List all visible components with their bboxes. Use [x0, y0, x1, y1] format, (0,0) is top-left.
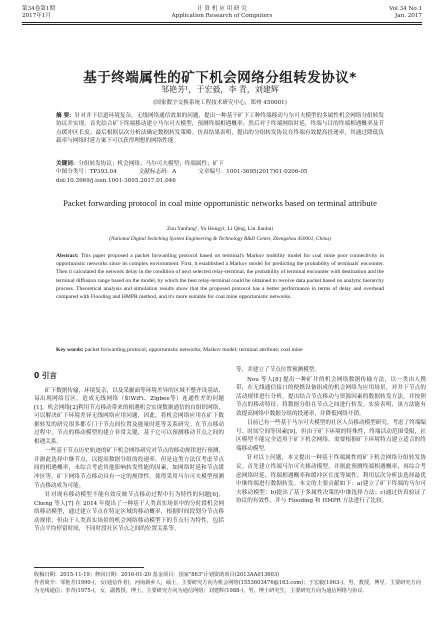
- body-paragraph: 等，并建立了节点位置预测模型。: [236, 367, 320, 373]
- abstract-en-label: Abstract:: [56, 253, 79, 259]
- keywords-cn-text: 分组转发协议；机会网络；马尔可夫模型；终端属性；矿下: [78, 161, 224, 167]
- doi: doi:10.3969/j.issn.1001-3695.2017.01.046: [56, 178, 176, 184]
- abstract-english: [56, 252, 384, 301]
- header-volume-en: Vol.34 No.1 Jan. 2017: [389, 6, 422, 19]
- authors-english: Zou Yanfang¹, Yu Hongyi, Li Qing, Liu Jianhui: [166, 226, 274, 232]
- body-paragraph: 针对现有移动模型不能有效反映节点移动过程中行为特性的问题[6]，Cheng 等人[7] 在 2014 年提出了一种基于人类真实场景中的分时段机会网络移动模型，通过建立节点在特定区域的移动概率，根据时间段划分节点移动规律，但由于人类真实场景的机会网络移动模型下的节点行为特性，包括节点平均停留时间，不同时段社区节点之间的位置关系等。: [34, 492, 224, 533]
- section-heading-intro: 0 引言: [34, 371, 57, 380]
- keywords-en-label: Key words:: [56, 347, 84, 353]
- affiliation-english: (National Digital Switching System Engineering & Technology R&D Center, Zhengzhou 450001, China): [109, 236, 331, 242]
- keywords-cn-label: 关键词：: [56, 161, 79, 167]
- classification-row: [56, 169, 384, 176]
- document-code: 文献标志码：A: [138, 169, 177, 175]
- keywords-english: [56, 346, 384, 354]
- affiliation-chinese: (国家数字交换系统工程技术研究中心，郑州 450001): [153, 100, 287, 106]
- body-paragraph: 矿下数据传输，环境复杂，以及采掘面等环境差异的区域不整齐设基站，易出现网络盲区，造成无线网络（如WiFi、Zigbee等）连通性差的问题[1]。机会网络[2]利用节点移动带来的相遇机会实现数据通信的自组织网络，可以解决矿下环境差异无线网络应用问题，因此，将机会网络应用在矿下数据转发的研究很多都专门于节点间位置及能量时延等关系研究。在节点移动过程中，节点的移动模型的建立非常关键，基于它可以预测移动节点之间的相遇关系。: [34, 387, 225, 445]
- abstract-cn-text: 针对井下信道环境复杂，无线网络通信效果的问题，提出一种基于矿下工种终端移动与尔可夫模型的多属性机会网络分组转发协议并实现。首先结合矿下终端移动建立马尔可夫模型，预测终端相遇概率；然后对于终端网络时延，终端与目的终端相遇概率及节点缓冲区长度；最后根据层次分析法确定数据转发策略。仿真结果表明，提出的分组转发协议在终端有效提高投递率，其通过降低负载率与网络时延方案下可以获得理想的网络性能。: [56, 113, 384, 144]
- footnotes: [34, 571, 422, 595]
- authors-chinese: 邹艳芳¹，于宏毅，李 青，刘建辉: [161, 85, 279, 94]
- body-column-right: [236, 366, 426, 507]
- title-chinese: 基于终端属性的矿下机会网络分组转发协议*: [83, 70, 357, 86]
- body-paragraph: 目前已有一些基于马尔可夫模型的社区人员移动模型研究。考虑了终端编号、时间空间等因素[9]，但由于矿下环境的特殊性，终端活动范围受限，社区模型不能完全适用于矿下机会网络，需要根据矿下环境特点建立适合的终端移动模型。: [236, 420, 427, 452]
- header-journal-name: 计 算 机 应 用 研 究 Application Research of Computers: [171, 6, 273, 19]
- abstract-cn-label: 摘 要：: [56, 113, 75, 119]
- article-number: 文章编号：1001-3695(2017)01-0206-05: [198, 169, 308, 175]
- abstract-chinese: [56, 112, 384, 145]
- header-volume-cn: 第34卷第1期 2017年1月: [22, 6, 56, 19]
- body-paragraph: 一些基于节点历史轨迹的矿下机会网络研究对节点的移动规律进行预测，并据此选择中继节点，以提高数据分组的投递率。但是这类方法仅考虑节点间的相遇概率，未综合考虑其他影响转发性能的因素，如网络时延和节点缓冲区等。矿下网络节点移动具有一定的规律性，使得采用马尔可夫模型预测节点移动成为可能。: [34, 448, 225, 489]
- body-paragraph: 针对以上问题，本文提出一种基于终端属性的矿下机会网络分组转发协议。首先建立终端马尔可夫移动模型，并据此预测终端相遇概率，再综合考虑网络时延、终端相遇概率和缓冲区长度等属性，利用层次分析法选择最优中继终端进行数据转发。本文的主要贡献如下：a)建立了矿下终端的马尔可夫移动模型；b)提出了基于多属性决策的中继选择方法；c)通过仿真验证了协议的有效性，并与 Flooding 和 HMPR 方法进行了比较。: [236, 455, 426, 505]
- title-english: Packet forwarding protocol in coal mine opportunistic networks based on terminal attribute: [63, 198, 377, 208]
- abstract-en-text: This paper proposed a packet forwarding protocol based on terminal's Markov mobility model for coal mine poor connectivity in opportunistic networks since its complex environment. First, it established a Markov model for predicting the probability of terminals' encounter. Then it calculated the network delay in the condition of next selected relay-terminal, the probability of terminal encounter with destination and the terminal diffusion range based on the model, by which the best relay-terminal could be obtained to receive data packet based on analytic hierarchy process. Theoretical analysis and simulation results show that the proposed protocol has a better performance in terms of delay and overhead compared with Flooding and HMPR method, and it's more suitable for coal mine opportunistic networks.: [56, 253, 384, 301]
- body-paragraph: Nou 等人[8] 提出一种矿井的机会网络数据传输方法，以一类由人携带，在无线通信接口的便携设备组成的机会网络为应用场景，对井下节点的活动规律进行分析，提出结合节点移动与资源因素的数据转发方法，并按照节点的移动特征，将数据分组在节点之间进行转发。实验表明，该方法能有效提高网络中数据分组的投递率，并降低网络开销。: [236, 376, 426, 417]
- header-rule-thick: [22, 22, 422, 23]
- footnote-author-bios: 作者简介：邹艳芳(1990-)，女(通信作者)，河南新乡人，硕士，主要研究方向为机会网络(1553603476@163.com)；于宏毅(1963-)，男，教授，博导，主要研究方向为无线通信；李青(1975-)，女，副教授，博士，主要研究方向为通信网络；刘建辉(1988-)，男，博士研究生，主要研究方向为通信网络与协议.: [34, 580, 421, 594]
- footnote-dates-funding: 收稿日期：2015-11-19；修回日期：2016-01-20 基金项目：国家"863"计划资助项目(2013AA013603): [34, 572, 280, 578]
- keywords-chinese: [56, 160, 384, 168]
- body-column-left: [34, 366, 224, 535]
- clc-number: 中图分类号：TP393.04: [56, 169, 117, 175]
- header-rule-thin: [22, 24, 422, 25]
- footnote-rule: [34, 567, 144, 568]
- keywords-en-text: packet forwarding protocol; opportunistic networks; Markov model; terminal attribute; coal mine: [84, 347, 303, 353]
